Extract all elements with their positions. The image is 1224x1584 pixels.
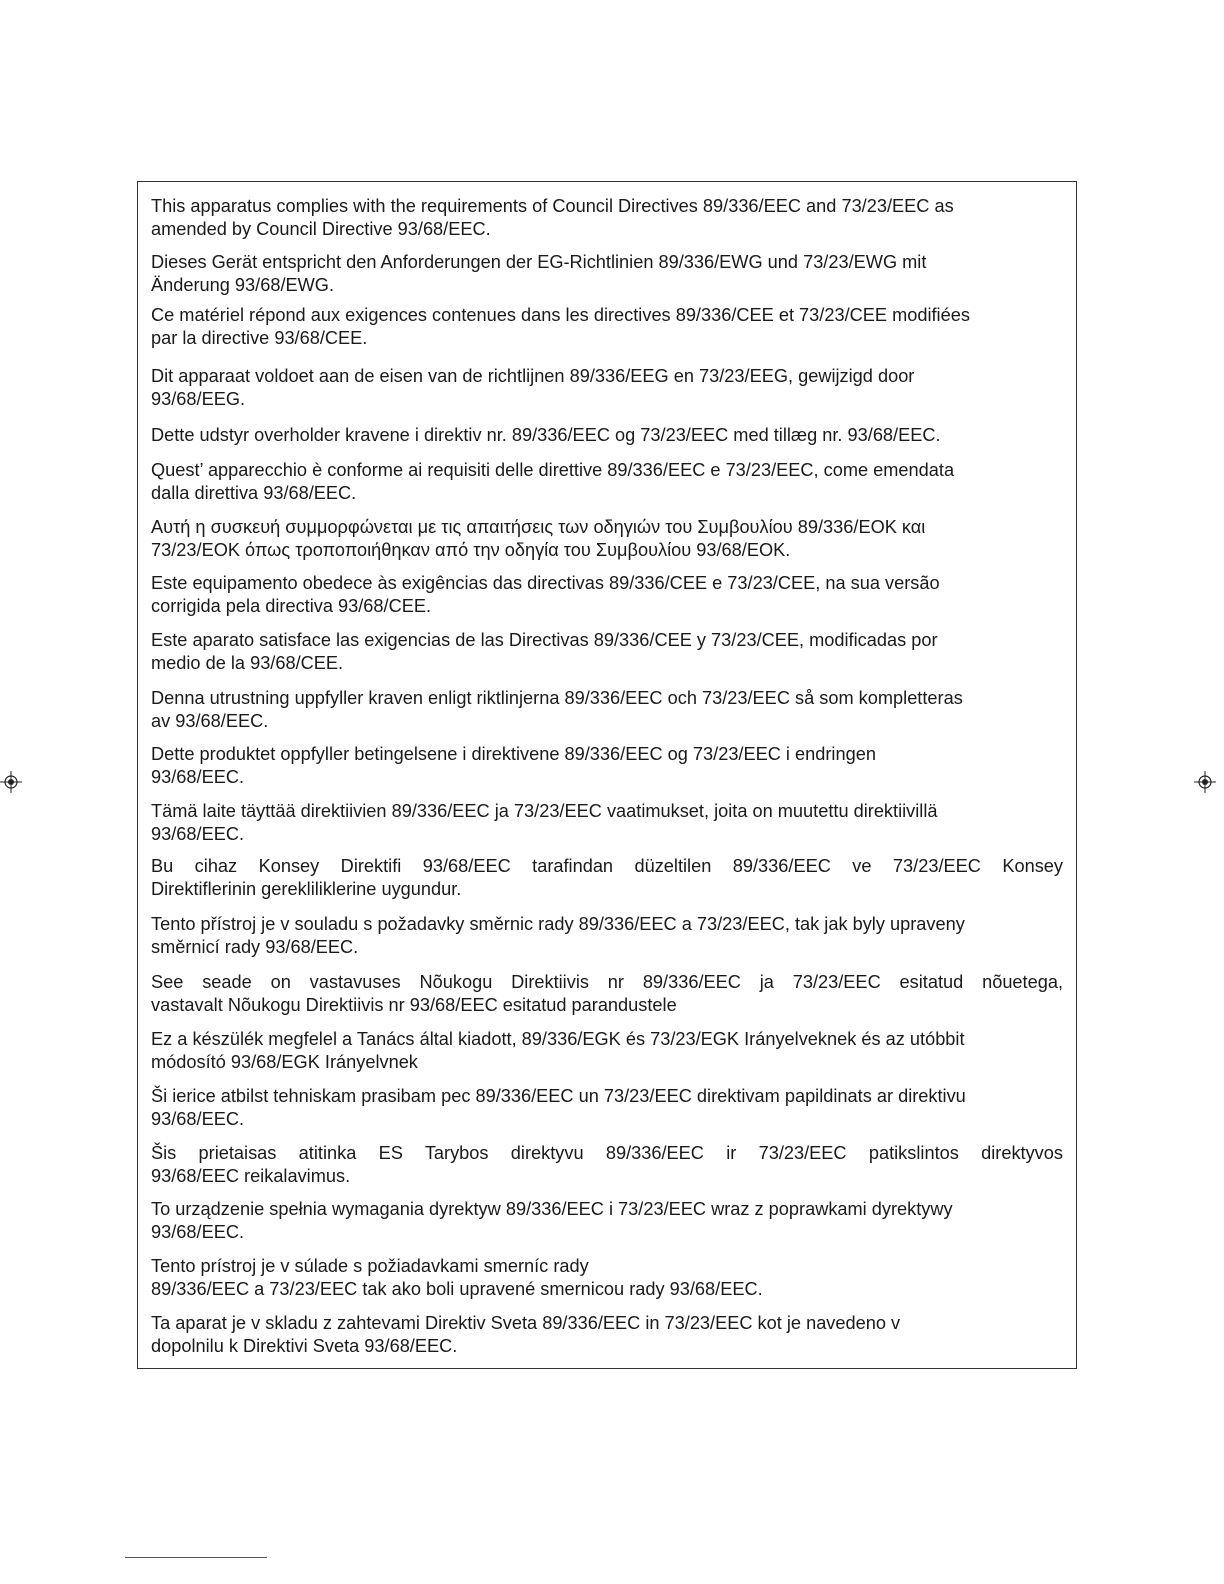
statement-line: směrnicí rady 93/68/EEC. bbox=[151, 936, 359, 957]
statement-line: See seade on vastavuses Nõukogu Direktiivis nr 89/336/EEC ja 73/23/EEC esitatud nõuetega, bbox=[151, 972, 1063, 992]
statement-slovenian bbox=[151, 1312, 1063, 1357]
statement-line: 93/68/EEC. bbox=[151, 1108, 245, 1129]
statement-english bbox=[151, 195, 1063, 240]
statement-line: Ši ierice atbilst tehniskam prasibam pec 89/336/EEC un 73/23/EEC direktivam papildinats ar direktivu bbox=[151, 1086, 966, 1106]
statement-line: amended by Council Directive 93/68/EEC. bbox=[151, 218, 491, 239]
statement-line: par la directive 93/68/CEE. bbox=[151, 327, 368, 348]
statement-line: dopolnilu k Direktivi Sveta 93/68/EEC. bbox=[151, 1335, 458, 1356]
statement-line: 73/23/ΕΟΚ όπως τροποποιήθηκαν από την οδηγία του Συμβουλίου 93/68/ΕΟΚ. bbox=[151, 539, 791, 560]
statement-line: Ez a készülék megfelel a Tanács által kiadott, 89/336/EGK és 73/23/EGK Irányelveknek és az utóbbit bbox=[151, 1029, 965, 1049]
statement-greek bbox=[151, 516, 1063, 561]
statement-slovak bbox=[151, 1255, 1063, 1300]
statement-line: Ta aparat je v skladu z zahtevami Direktiv Sveta 89/336/EEC in 73/23/EEC kot je navedeno v bbox=[151, 1313, 901, 1333]
statement-line: Dette udstyr overholder kravene i direktiv nr. 89/336/EEC og 73/23/EEC med tillæg nr. 93/68/EEC. bbox=[151, 425, 941, 445]
statement-line: av 93/68/EEC. bbox=[151, 710, 269, 731]
statement-line: Αυτή η συσκευή συμμορφώνεται με τις απαιτήσεις των οδηγιών του Συμβουλίου 89/336/ΕΟΚ και bbox=[151, 517, 926, 537]
statement-line: 93/68/EEC. bbox=[151, 823, 245, 844]
statement-spanish bbox=[151, 629, 1063, 674]
statement-line: dalla direttiva 93/68/EEC. bbox=[151, 482, 357, 503]
compliance-statement-box bbox=[137, 181, 1077, 1369]
statement-line: 89/336/EEC a 73/23/EEC tak ako boli upravené smernicou rady 93/68/EEC. bbox=[151, 1278, 763, 1299]
statement-latvian bbox=[151, 1085, 1063, 1130]
statement-line: Dette produktet oppfyller betingelsene i direktivene 89/336/EEC og 73/23/EEC i endringen bbox=[151, 744, 876, 764]
statement-portuguese bbox=[151, 572, 1063, 617]
statement-line: This apparatus complies with the requirements of Council Directives 89/336/EEC and 73/23/EEC as bbox=[151, 196, 954, 216]
statement-estonian bbox=[151, 971, 1063, 1016]
statement-line: 93/68/EEG. bbox=[151, 388, 246, 409]
statement-line: Denna utrustning uppfyller kraven enligt riktlinjerna 89/336/EEC och 73/23/EEC så som kompletteras bbox=[151, 688, 963, 708]
statement-line: Tento přístroj je v souladu s požadavky směrnic rady 89/336/EEC a 73/23/EEC, tak jak byly upraveny bbox=[151, 914, 965, 934]
statement-line: Änderung 93/68/EWG. bbox=[151, 274, 334, 295]
statement-line: Tento prístroj je v súlade s požiadavkami smerníc rady bbox=[151, 1256, 589, 1276]
registration-mark-left-icon bbox=[0, 771, 22, 793]
statement-line: Direktiflerinin gerekliliklerine uygundur. bbox=[151, 878, 462, 899]
statement-french bbox=[151, 304, 1063, 349]
statement-line: Quest’ apparecchio è conforme ai requisiti delle direttive 89/336/EEC e 73/23/EEC, come emendata bbox=[151, 460, 955, 480]
statement-line: 93/68/EEC. bbox=[151, 766, 245, 787]
statement-dutch bbox=[151, 365, 1063, 410]
statement-turkish bbox=[151, 855, 1063, 900]
statement-norwegian bbox=[151, 743, 1063, 788]
statement-line: corrigida pela directiva 93/68/CEE. bbox=[151, 595, 432, 616]
statement-line: Tämä laite täyttää direktiivien 89/336/EEC ja 73/23/EEC vaatimukset, joita on muutettu direktiivillä bbox=[151, 801, 938, 821]
statement-line: Este aparato satisface las exigencias de las Directivas 89/336/CEE y 73/23/CEE, modificadas por bbox=[151, 630, 938, 650]
statement-line: Bu cihaz Konsey Direktifi 93/68/EEC tarafindan düzeltilen 89/336/EEC ve 73/23/EEC Konsey bbox=[151, 856, 1063, 876]
statement-lithuanian bbox=[151, 1142, 1063, 1187]
statement-line: 93/68/EEC. bbox=[151, 1221, 245, 1242]
statement-danish bbox=[151, 424, 1063, 447]
statement-line: To urządzenie spełnia wymagania dyrektyw 89/336/EEC i 73/23/EEC wraz z poprawkami dyrektywy bbox=[151, 1199, 953, 1219]
statement-line: vastavalt Nõukogu Direktiivis nr 93/68/EEC esitatud parandustele bbox=[151, 994, 677, 1015]
statement-italian bbox=[151, 459, 1063, 504]
statement-finnish bbox=[151, 800, 1063, 845]
statement-line: Ce matériel répond aux exigences contenues dans les directives 89/336/CEE et 73/23/CEE modifiées bbox=[151, 305, 970, 325]
statement-swedish bbox=[151, 687, 1063, 732]
statement-line: Dit apparaat voldoet aan de eisen van de richtlijnen 89/336/EEG en 73/23/EEG, gewijzigd door bbox=[151, 366, 915, 386]
registration-mark-right-icon bbox=[1194, 771, 1216, 793]
statement-hungarian bbox=[151, 1028, 1063, 1073]
statement-line: Este equipamento obedece às exigências das directivas 89/336/CEE e 73/23/CEE, na sua versão bbox=[151, 573, 940, 593]
statement-german bbox=[151, 251, 1063, 296]
statement-line: módosító 93/68/EGK Irányelvnek bbox=[151, 1051, 418, 1072]
footer-rule bbox=[125, 1557, 267, 1558]
statement-line: 93/68/EEC reikalavimus. bbox=[151, 1165, 351, 1186]
statement-line: Dieses Gerät entspricht den Anforderungen der EG-Richtlinien 89/336/EWG und 73/23/EWG mit bbox=[151, 252, 927, 272]
statement-line: medio de la 93/68/CEE. bbox=[151, 652, 344, 673]
statement-line: Šis prietaisas atitinka ES Tarybos direktyvu 89/336/EEC ir 73/23/EEC patikslintos direktyvos bbox=[151, 1143, 1063, 1163]
statement-czech bbox=[151, 913, 1063, 958]
statement-polish bbox=[151, 1198, 1063, 1243]
